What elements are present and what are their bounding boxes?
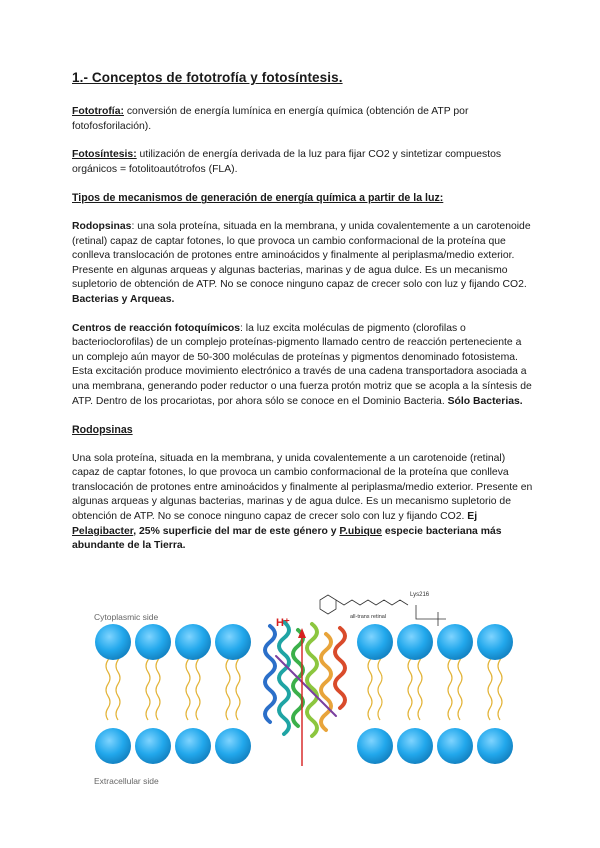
- retinal-label: all-trans retinal: [350, 614, 387, 620]
- fotosintesis-term: Fotosíntesis:: [72, 149, 137, 161]
- page-title: 1.- Conceptos de fototrofía y fotosíntesis.: [72, 70, 343, 85]
- centros-text: : la luz excita moléculas de pigmento (clorofilas o bacterioclorofilas) de un complejo proteínas-pigmento llamado centro de reacción perteneciente a un complejo aún mayor de 50-300 moléculas de proteínas y pigmentos denominado fotosistema. Esta excitación produce movimiento electrónico a través de una cadena transportadora asociada a una membrana, generando poder reductor o una fuerza protón motriz que se acopla a la síntesis de ATP. Dentro de los procariotas, por ahora sólo se conoce en el Dominio Bacteria.: [72, 322, 532, 407]
- rodopsinas-paragraph: [72, 220, 534, 308]
- document-page: [72, 70, 534, 568]
- rodopsinas-body: [72, 452, 534, 554]
- rodopsinas-term: Rodopsinas: [72, 220, 132, 232]
- rodopsinas-heading: Rodopsinas: [72, 424, 133, 437]
- ej-label: Ej: [467, 511, 478, 523]
- cytoplasmic-label: Cytoplasmic side: [94, 612, 159, 622]
- lipid-heads-bottom: [95, 728, 513, 764]
- rhodopsin-protein: [265, 622, 345, 736]
- pct-text: , 25% superficie del mar de este género y: [133, 525, 340, 537]
- tipos-heading: Tipos de mecanismos de generación de energía química a partir de la luz:: [72, 192, 444, 205]
- centros-paragraph: [72, 322, 534, 410]
- centros-term: Centros de reacción fotoquímicos: [72, 322, 241, 334]
- fototrofia-term: Fototrofía:: [72, 106, 124, 117]
- retinal-structure: [320, 595, 446, 626]
- end-text: especie bacteriana más abundante de la Tierra.: [72, 525, 502, 552]
- fototrofia-definition: [72, 105, 534, 134]
- fotosintesis-text: utilización de energía derivada de la luz para fijar CO2 y sintetizar compuestos orgánicos = fotolitoautótrofos (FLA).: [72, 149, 502, 175]
- lys-label: Lys216: [410, 592, 430, 598]
- fotosintesis-definition: [72, 148, 534, 177]
- rodopsinas-tail: Bacterias y Arqueas.: [72, 293, 175, 305]
- rhodopsin-membrane-figure: [88, 586, 524, 796]
- centros-tail: Sólo Bacterias.: [447, 395, 523, 407]
- rodopsinas-text: : una sola proteína, situada en la membrana, y unida covalentemente a un carotenoide (retinal) capaz de captar fotones, lo que provoca un cambio conformacional de la proteína que conlleva translocación de protones entre aminoácidos y finalmente al periplasma/medio exterior. Presente en algunas arqueas y algunas bacterias, marinas y de agua dulce. Es un mecanismo supletorio de obtención de ATP. No se conoce ninguno capaz de crecer solo con luz y fijando CO2.: [72, 220, 531, 291]
- rodopsinas-body-text: Una sola proteína, situada en la membrana, y unida covalentemente a un carotenoide (retinal) capaz de captar fotones, lo que provoca un cambio conformacional de la proteína que conlleva translocación de protones entre aminoácidos y finalmente al periplasma/medio exterior. Presente en algunas arqueas y algunas bacterias, marinas y de agua dulce. Es un mecanismo supletorio de obtención de ATP. No se conoce ninguno capaz de crecer solo con luz y fijando CO2.: [72, 452, 533, 523]
- pelagibacter-term: Pelagibacter: [72, 525, 134, 537]
- proton-label: H⁺: [276, 617, 290, 629]
- lipid-tails-right: [368, 648, 502, 720]
- extracellular-label: Extracellular side: [94, 776, 159, 786]
- fototrofia-text: conversión de energía lumínica en energía química (obtención de ATP por fotofosforilación).: [72, 106, 469, 132]
- pubique-term: P.ubique: [339, 525, 382, 537]
- lipid-tails-left: [106, 648, 240, 720]
